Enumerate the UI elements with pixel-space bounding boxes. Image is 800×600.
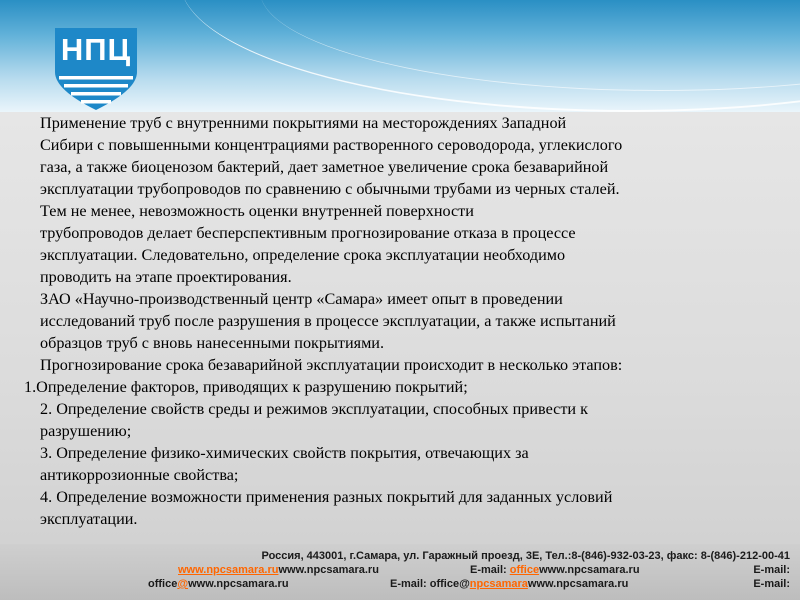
list-item: 4. Определение возможности применения разных покрытий для заданных условий: [40, 488, 613, 506]
paragraph-line: газа, а также биоценозом бактерий, дает заметное увеличение срока безаварийной: [40, 158, 609, 176]
list-item-continuation: эксплуатации.: [40, 510, 138, 528]
footer-address: Россия, 443001, г.Самара, ул. Гаражный проезд, 3Е, Тел.:8-(846)-932-03-23, факс: 8-(846)-212-00-41: [261, 550, 790, 562]
website-link[interactable]: www.npcsamara.ru: [178, 564, 279, 576]
footer: [0, 544, 800, 600]
list-item: 2. Определение свойств среды и режимов эксплуатации, способных привести к: [40, 400, 588, 418]
paragraph-line: проводить на этапе проектирования.: [40, 268, 292, 286]
email-label-end: E-mail:: [753, 578, 790, 590]
footer-email-row: [470, 564, 640, 576]
paragraph-line: Сибири с повышенными концентрациями растворенного сероводорода, углекислого: [40, 136, 623, 154]
list-item-continuation: антикоррозионные свойства;: [40, 466, 239, 484]
list-item-continuation: разрушению;: [40, 422, 132, 440]
paragraph-line: Применение труб с внутренними покрытиями на месторождениях Западной: [40, 114, 567, 132]
footer-email-row: [390, 578, 628, 590]
email-link[interactable]: npcsamara: [469, 578, 528, 590]
website-text: www.npcsamara.ru: [278, 564, 379, 576]
email-site-text: www.npcsamara.ru: [539, 564, 640, 576]
company-logo: [55, 28, 137, 110]
paragraph-line: Прогнозирование срока безаварийной эксплуатации происходит в несколько этапов:: [40, 356, 623, 374]
paragraph-line: ЗАО «Научно-производственный центр «Самара» имеет опыт в проведении: [40, 290, 563, 308]
list-item: 1.Определение факторов, приводящих к разрушению покрытий;: [24, 378, 468, 396]
footer-contacts-row: [148, 578, 289, 590]
paragraph-line: эксплуатации трубопроводов по сравнению с обычными трубами из черных сталей.: [40, 180, 620, 198]
at-link[interactable]: @: [177, 578, 189, 590]
paragraph-line: трубопроводов делает бесперспективным прогнозирование отказа в процессе: [40, 224, 576, 242]
footer-contacts-row: [178, 564, 379, 576]
paragraph-line: образцов труб с вновь нанесенными покрытиями.: [40, 334, 385, 352]
email-link[interactable]: office: [509, 564, 540, 576]
email-label: E-mail:: [470, 564, 510, 576]
website-text: www.npcsamara.ru: [188, 578, 289, 590]
office-text: office: [148, 578, 178, 590]
list-item: 3. Определение физико-химических свойств покрытия, отвечающих за: [40, 444, 529, 462]
paragraph-line: Тем не менее, невозможность оценки внутренней поверхности: [40, 202, 474, 220]
email-label: E-mail: office@: [390, 578, 470, 590]
email-label-end: E-mail:: [753, 564, 790, 576]
email-site-text: www.npcsamara.ru: [527, 578, 629, 590]
paragraph-line: эксплуатации. Следовательно, определение срока эксплуатации необходимо: [40, 246, 566, 264]
content-panel: [0, 112, 800, 544]
paragraph-line: исследований труб после разрушения в процессе эксплуатации, а также испытаний: [40, 312, 616, 330]
logo-text: НПЦ: [60, 32, 132, 67]
